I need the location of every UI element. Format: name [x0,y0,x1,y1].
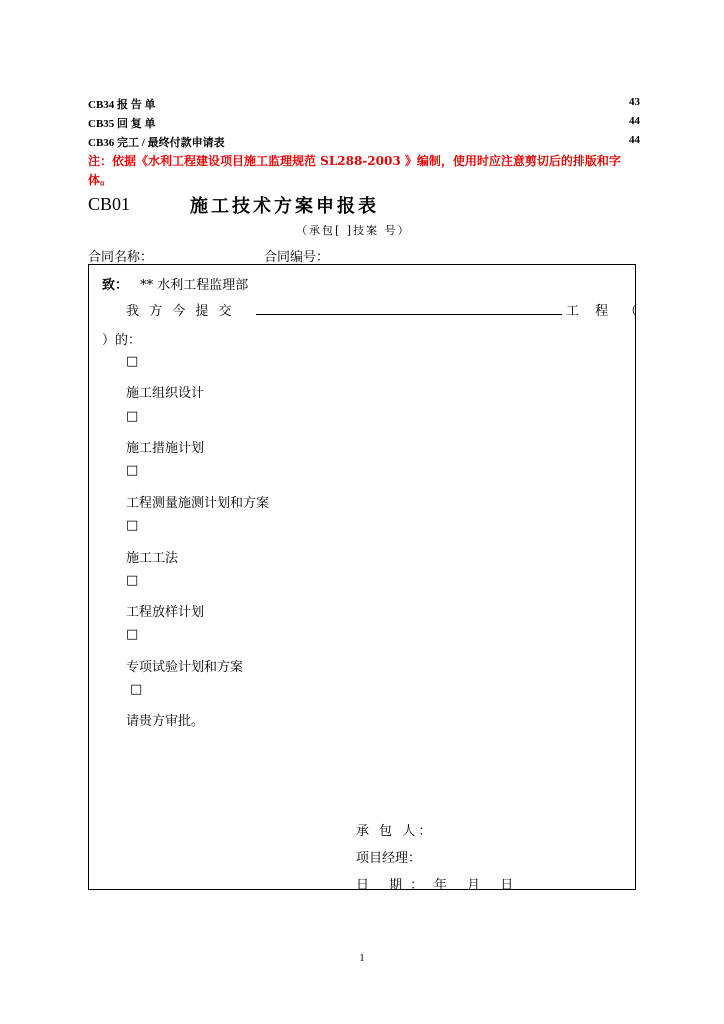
option-label: 专项试验计划和方案 [126,660,244,675]
toc-entry-cb34 [88,96,156,112]
to-value: ** 水利工程监理部 [140,278,249,293]
project-manager-label: 项目经理： [356,851,422,866]
form-box [88,264,636,890]
toc-entry-cb35 [88,115,156,131]
page-number: 1 [359,952,365,964]
option-label: 工程测量施测计划和方案 [126,496,270,511]
contract-name-label: 合同名称： [88,250,154,265]
usage-note: 注：依据《水利工程建设项目施工监理规范 SL288-2003 》编制，使用时应注意剪切后的排版和字体。 [88,154,621,187]
project-name-blank[interactable] [256,314,562,315]
checkbox-test-plan[interactable]: □ [126,627,139,642]
checkbox-organization-design[interactable]: □ [126,354,139,369]
option-label: 工程放样计划 [126,605,205,620]
checkbox-survey-plan[interactable]: □ [126,463,139,478]
toc-page: 43 [629,96,640,108]
toc-title: 回 复 单 [117,118,156,130]
form-code: CB01 [88,194,131,214]
option-label: 施工工法 [126,551,179,566]
toc-code: CB36 [88,137,115,149]
toc-entry-cb36 [88,134,225,150]
toc-code: CB35 [88,118,115,130]
request-text: 请贵方审批。 [126,714,205,729]
toc-page: 44 [629,134,640,146]
close-paren-text: ）的： [102,333,142,348]
recipient-line [102,274,248,293]
submit-text: 我 方 今 提 交 [126,304,235,319]
project-label: 工 程 （ [566,304,644,319]
contractor-label: 承 包 人： [356,824,435,839]
contract-number-label: 合同编号： [264,250,330,265]
toc-title: 报 告 单 [117,99,156,111]
toc-page: 44 [629,115,640,127]
option-label: 施工措施计划 [126,441,205,456]
date-fields: 年 月 日 [434,878,522,893]
checkbox-layout-plan[interactable]: □ [126,573,139,588]
toc-title: 完工 / 最终付款申请表 [117,137,225,149]
toc-code: CB34 [88,99,115,111]
checkbox-construction-method[interactable]: □ [126,518,139,533]
form-title: 施工技术方案申报表 [190,196,379,217]
date-label: 日 期： [356,878,432,893]
option-label: 施工组织设计 [126,386,205,401]
form-subtitle: （承包[ ]技案 号） [296,224,411,237]
to-label: 致： [102,278,129,293]
checkbox-extra[interactable]: □ [130,682,143,697]
checkbox-measures-plan[interactable]: □ [126,409,139,424]
